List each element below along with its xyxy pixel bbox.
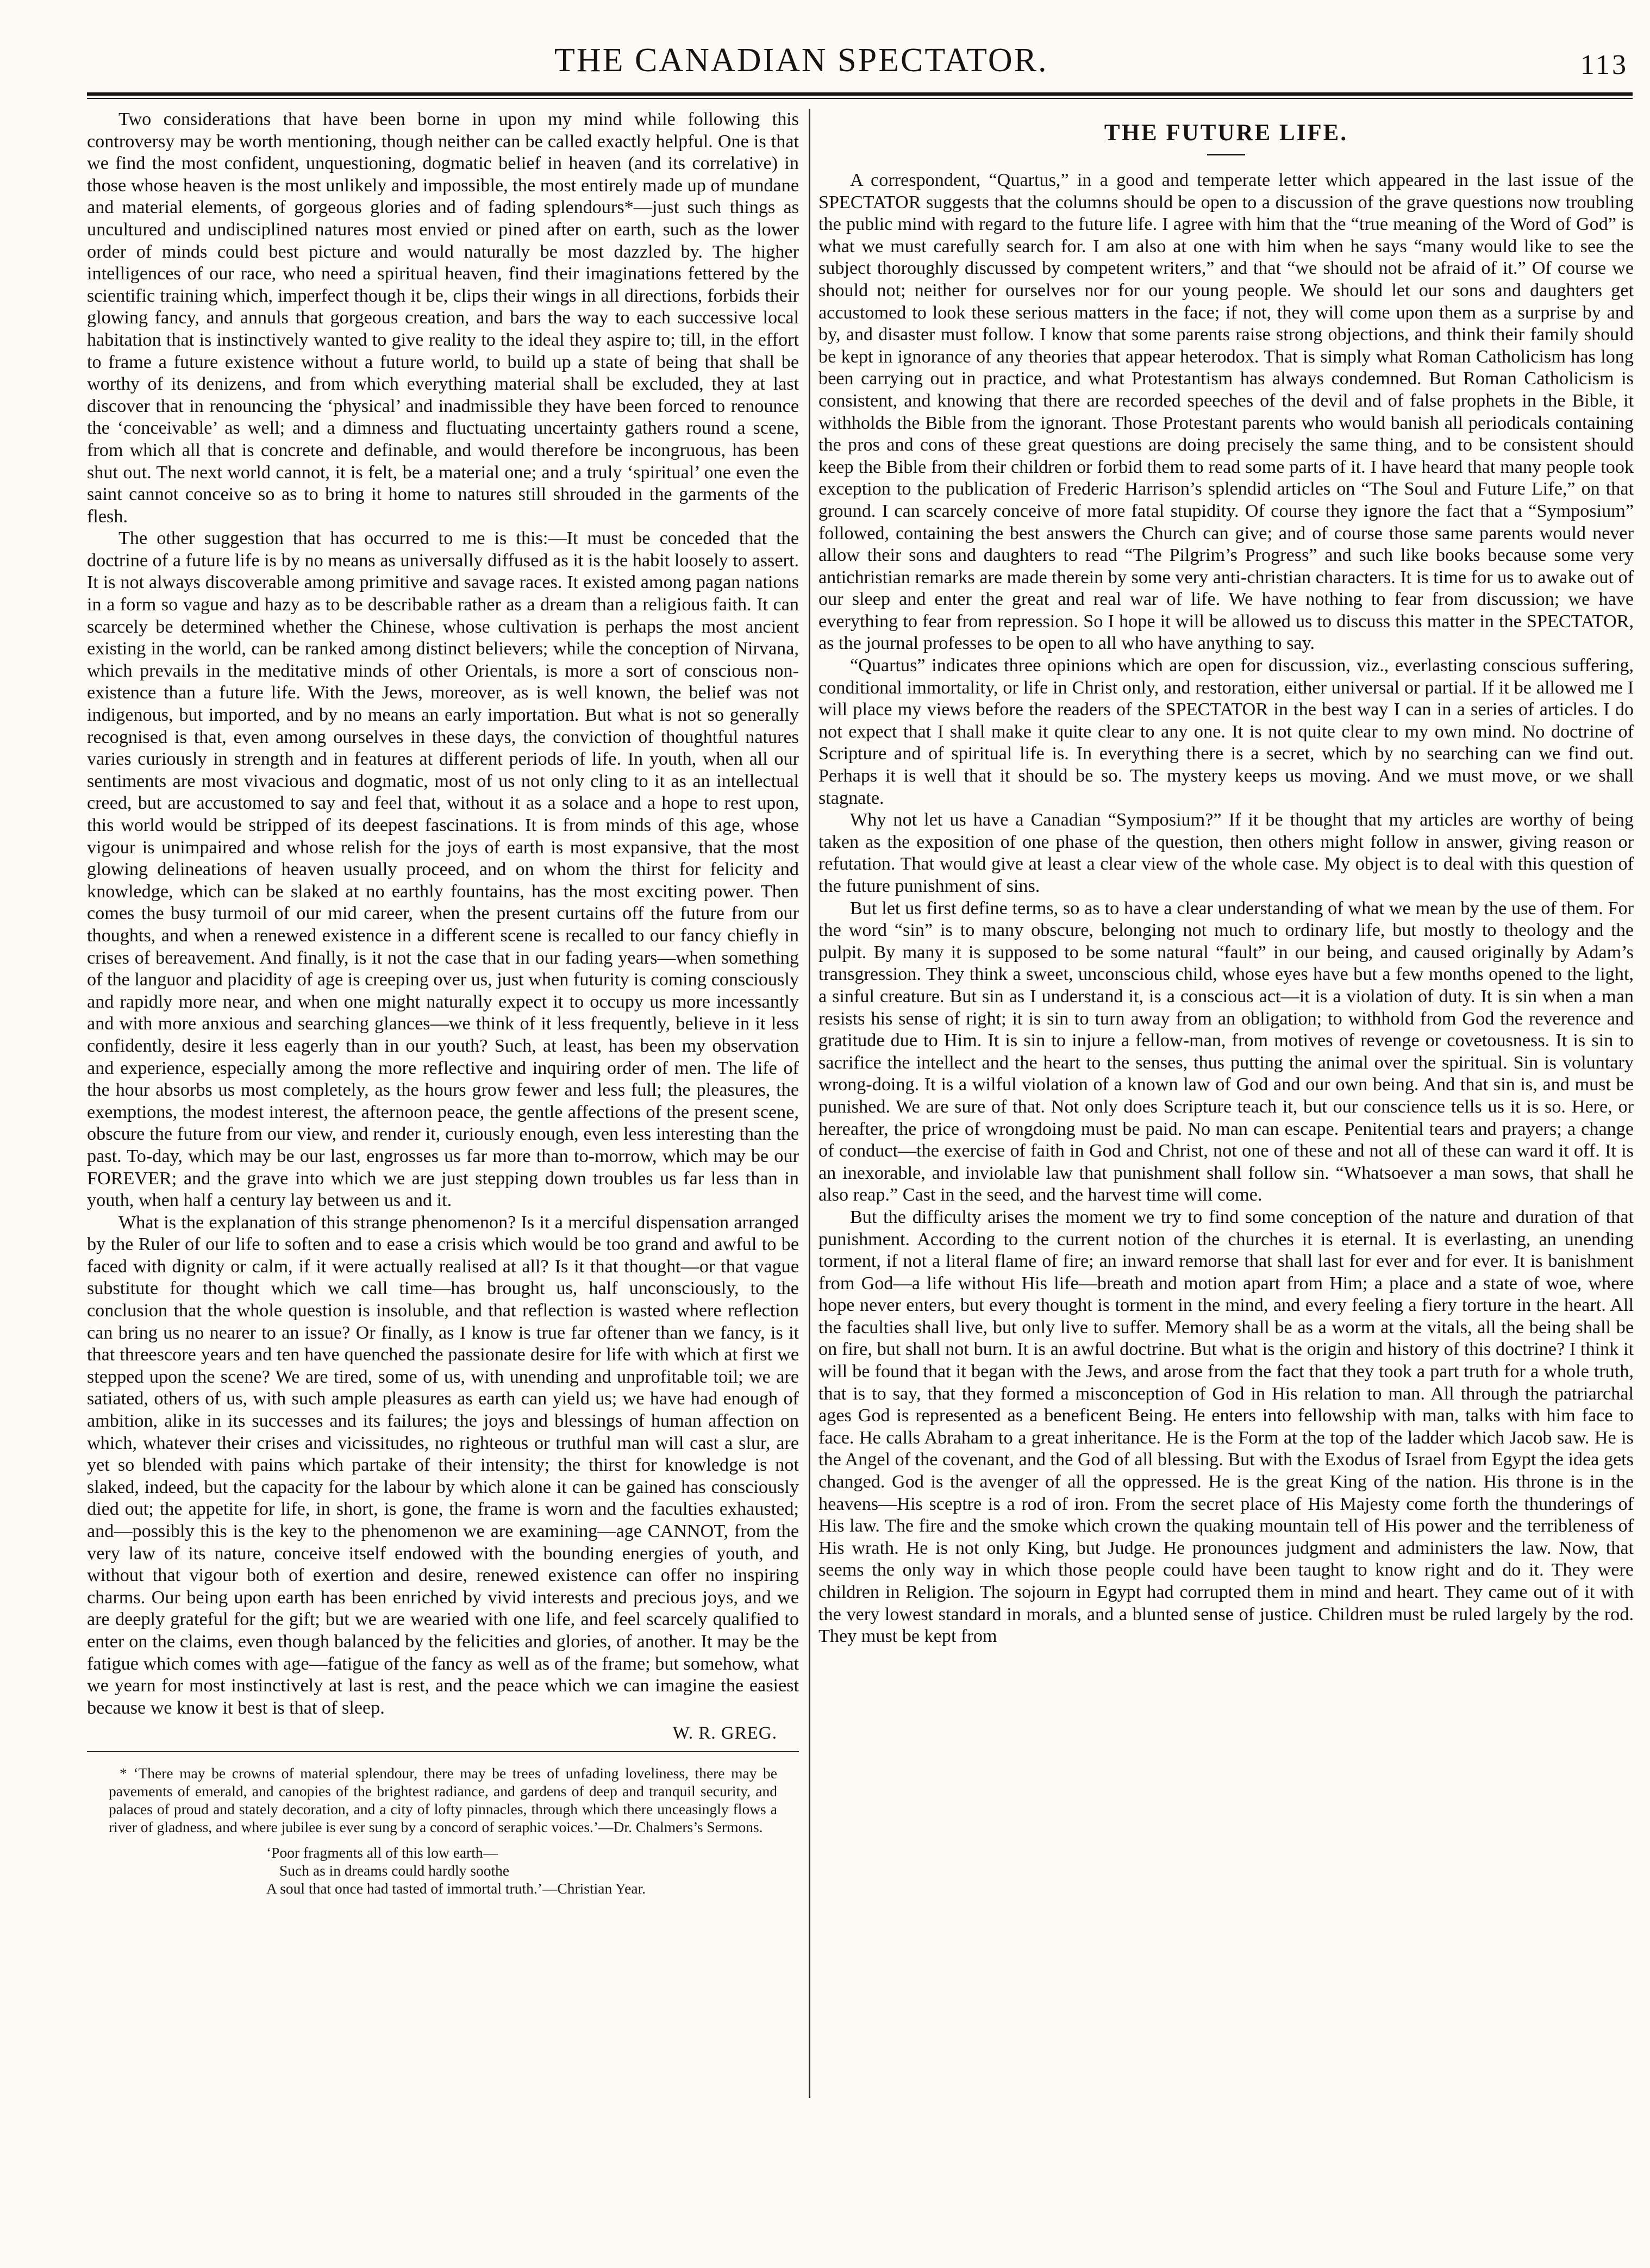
masthead-title: THE CANADIAN SPECTATOR. [554, 42, 1048, 79]
right-paragraph-4: But let us first define terms, so as to have a clear understanding of what we mean by the use of them. For the word “sin” is to many obscure, belonging not much to ordinary life, but mostly to theology and the pulpit. By many it is supposed to be some natural “fault” in our being, and caused originally by Adam’s transgression. They think a sweet, unconscious child, whose eyes have but a few months opened to the light, a sinful creature. But sin as I understand it, is a conscious act—it is a violation of duty. It is sin when a man resists his sense of right; it is sin to turn away from an obligation; to withhold from God the reverence and gratitude due to Him. It is sin to injure a fellow-man, from motives of revenge or covetousness. It is sin to sacrifice the intellect and the heart to the senses, thus putting the animal over the spiritual. Sin is voluntary wrong-doing. It is a wilful violation of a known law of God and our own being. And that sin is, and must be punished. We are sure of that. Not only does Scripture teach it, but our conscience tells us it is so. Here, or hereafter, the price of wrongdoing must be paid. No man can escape. Penitential tears and prayers; a change of conduct—the exercise of faith in God and Christ, not one of these and not all of these can ward it off. It is an inexorable, and inviolable law that punishment shall follow sin. “Whatsoever a man sows, that shall he also reap.” Cast in the seed, and the harvest time will come. [818, 898, 1634, 1205]
poem-quote [266, 1844, 799, 1897]
author-signature: W. R. GREG. [672, 1723, 777, 1744]
title-rule [1207, 154, 1245, 155]
poem-line-1: ‘Poor fragments all of this low earth— [266, 1844, 498, 1861]
left-paragraph-1: Two considerations that have been borne in upon my mind while following this controversy may be worth mentioning, though neither can be called exactly helpful. One is that we find the most confident, unquestioning, dogmatic belief in heaven (and its correlative) in those whose heaven is the most unlikely and impossible, the most entirely made up of mundane and material elements, of gorgeous glories and of fading splendours*—just such things as uncultured and undisciplined natures most envied or pined after on earth, such as the lower order of minds could best picture and would naturally be most dazzled by. The higher intelligences of our race, who need a spiritual heaven, find their imaginations fettered by the scientific training which, imperfect though it be, clips their wings in all directions, forbids their glowing fancy, and annuls that gorgeous creation, and bars the way to each successive local habitation that is instinctively wanted to give reality to the ideal they aspire to; till, in the effort to frame a future existence without a future world, to build up a state of being that shall be worthy of its denizens, and from which everything material shall be excluded, they at last discover that in renouncing the ‘physical’ and inadmissible they have been forced to renounce the ‘conceivable’ as well; and a dimness and fluctuating uncertainty gathers round a scene, from which all that is concrete and definable, and would therefore be incongruous, has been shut out. The next world cannot, it is felt, be a material one; and a truly ‘spiritual’ one even the saint cannot conceive so as to bring it home to natures still shrouded in the garments of the flesh. [87, 109, 799, 527]
right-paragraph-1: A correspondent, “Quartus,” in a good and temperate letter which appeared in the last issue of the SPECTATOR suggests that the columns should be open to a discussion of the grave questions now troubling the public mind with regard to the future life. I agree with him that the “true meaning of the Word of God” is what we must carefully search for. I am also at one with him when he says “many would like to see the subject thoroughly discussed by competent writers,” and that “we should not be afraid of it.” Of course we should not; neither for ourselves nor for our young people. We should let our sons and daughters get accustomed to look these serious matters in the face; if not, they will come upon them as a surprise by and by, and disaster must follow. I know that some parents raise strong objections, and think their family should be kept in ignorance of any theories that appear heterodox. That is simply what Roman Catholicism has long been carrying out in practice, and what Protestantism has always condemned. But Roman Catholicism is consistent, and knowing that there are recorded speeches of the devil and of false prophets in the Bible, it withholds the Bible from the ignorant. Those Protestant parents who would banish all periodicals containing the pros and cons of these great questions are doing precisely the same thing, and to be consistent should keep the Bible from their children or forbid them to read some parts of it. I have heard that many people took exception to the publication of Frederic Harrison’s splendid articles on “The Soul and Future Life,” on that ground. I can scarcely conceive of more fatal stupidity. Of course they ignore the fact that a “Symposium” followed, containing the best answers the Church can give; and of course those same parents would never allow their sons and daughters to read “The Pilgrim’s Progress” and such like books because some very antichristian remarks are made therein by some very anti-christian characters. It is time for us to awake out of our sleep and enter the great and real war of life. We have nothing to fear from discussion; we have everything to fear from repression. So I hope it will be allowed us to discuss this matter in the SPECTATOR, as the journal professes to be open to all who have anything to say. [818, 170, 1634, 654]
article-title: THE FUTURE LIFE. [1104, 120, 1348, 146]
poem-line-3: A soul that once had tasted of immortal truth.’—Christian Year. [266, 1880, 646, 1897]
left-paragraph-2: The other suggestion that has occurred to me is this:—It must be conceded that the doctrine of a future life is by no means as universally diffused as it is the habit loosely to assert. It is not always discoverable among primitive and savage races. It existed among pagan nations in a form so vague and hazy as to be describable rather as a dream than a religious faith. It can scarcely be determined whether the Chinese, whose cultivation is perhaps the most ancient existing in the world, can be ranked among distinct believers; while the conception of Nirvana, which prevails in the meditative minds of other Orientals, is more a sort of conscious non-existence than a future life. With the Jews, moreover, as is well known, the belief was not indigenous, but imported, and by no means an early importation. But what is not so generally recognised is that, even among ourselves in these days, the conviction of thoughtful natures varies curiously in strength and in features at different periods of life. In youth, when all our sentiments are most vivacious and dogmatic, most of us not only cling to it as an intellectual creed, but are accustomed to say and feel that, without it as a solace and a hope to rest upon, this world would be stripped of its deepest fascinations. It is from minds of this age, whose vigour is unimpaired and whose relish for the joys of earth is most expansive, that the most glowing delineations of heaven usually proceed, and on whom the thirst for felicity and knowledge, which can be slaked at no earthly fountains, has the most exciting power. Then comes the busy turmoil of our mid career, when the present curtains off the future from our thoughts, and when a renewed existence in a different scene is recalled to our fancy chiefly in crises of bereavement. And finally, is it not the case that in our fading years—when something of the languor and placidity of age is creeping over us, just when futurity is coming consciously and rapidly more near, and when one might naturally expect it to occupy us more incessantly and with more anxious and searching glances—we think of it less frequently, believe in it less confidently, desire it less eagerly than in our youth? Such, at least, has been my observation and experience, especially among the more reflective and inquiring order of men. The life of the hour absorbs us most completely, as the hours grow fewer and less full; the pleasures, the exemptions, the modest interest, the afternoon peace, the gentle affections of the present scene, obscure the future from our view, and render it, curiously enough, even less interesting than the past. To-day, which may be our last, engrosses us far more than to-morrow, which may be our FOREVER; and the grave into which we are just stepping down troubles us far less than in youth, when half a century lay between us and it. [87, 528, 799, 1211]
poem-line-2: Such as in dreams could hardly soothe [279, 1862, 510, 1879]
right-paragraph-2: “Quartus” indicates three opinions which are open for discussion, viz., everlasting conscious suffering, conditional immortality, or life in Christ only, and restoration, either universal or partial. If it be allowed me I will place my views before the readers of the SPECTATOR in the best way I can in a series of articles. I do not expect that I shall make it quite clear to any one. It is not quite clear to my own mind. No doctrine of Scripture and of spiritual life is. In everything there is a secret, which by no searching can we find out. Perhaps it is well that it should be so. The mystery keeps us moving. And we must move, or we shall stagnate. [818, 655, 1634, 808]
column-divider [809, 109, 810, 2098]
header-rule-thin [87, 98, 1633, 99]
page-number: 113 [1580, 49, 1628, 80]
right-paragraph-3: Why not let us have a Canadian “Symposium?” If it be thought that my articles are worthy of being taken as the exposition of one phase of the question, then others might follow in answer, giving reason or refutation. That would give at least a clear view of the whole case. My object is to deal with this question of the future punishment of sins. [818, 810, 1634, 896]
footnote-separator [87, 1751, 799, 1752]
left-column [87, 109, 799, 2217]
footnote: * ‘There may be crowns of material splendour, there may be trees of unfading loveliness, there may be pavements of emerald, and canopies of the brightest radiance, and gardens of deep and tranquil security, and palaces of proud and stately decoration, and a city of lofty pinnacles, through which there unceasingly flows a river of gladness, and where jubilee is ever sung by a concord of seraphic voices.’—Dr. Chalmers’s Sermons. [109, 1765, 777, 1836]
left-paragraph-3: What is the explanation of this strange phenomenon? Is it a merciful dispensation arranged by the Ruler of our life to soften and to ease a crisis which would be too grand and awful to be faced with dignity or calm, if it were actually realised at all? Is it that thought—or that vague substitute for thought which we call time—has brought us, half unconsciously, to the conclusion that the whole question is insoluble, and that reflection is wasted where reflection can bring us no nearer to an issue? Or finally, as I know is true far oftener than we fancy, is it that threescore years and ten have quenched the passionate desire for life with which at first we stepped upon the scene? We are tired, some of us, with unending and unprofitable toil; we are satiated, others of us, with such ample pleasures as earth can yield us; we have had enough of ambition, alike in its successes and its failures; the joys and blessings of human affection on which, whatever their crises and vicissitudes, no righteous or truthful man will cast a slur, are yet so blended with pains which partake of their intensity; the thirst for knowledge is not slaked, indeed, but the capacity for the labour by which alone it can be gained has consciously died out; the appetite for life, in short, is gone, the frame is worn and the faculties exhausted; and—possibly this is the key to the phenomenon we are examining—age CANNOT, from the very law of its nature, conceive itself endowed with the bounding energies of youth, and without that vigour both of exertion and desire, renewed existence can offer no inspiring charms. Our being upon earth has been enriched by vivid interests and precious joys, and we are deeply grateful for the gift; but we are wearied with one life, and feel scarcely qualified to enter on the claims, even though balanced by the felicities and glories, of another. It may be the fatigue which comes with age—fatigue of the fancy as well as of the frame; but somehow, what we yearn for most instinctively at last is rest, and the peace which we can imagine the easiest because we know it best is that of sleep. [87, 1212, 799, 1718]
right-column [818, 109, 1634, 2217]
right-paragraph-5: But the difficulty arises the moment we try to find some conception of the nature and duration of that punishment. According to the current notion of the churches it is eternal. It is everlasting, an unending torment, if not a literal flame of fire; an inward remorse that shall last for ever and for ever. It is banishment from God—a life without His life—breath and motion apart from Him; a place and a state of woe, where hope never enters, but every thought is torment in the mind, and every feeling a fiery torture in the heart. All the faculties shall live, but only live to suffer. Memory shall be as a worm at the vitals, all the being shall be on fire, but shall not burn. It is an awful doctrine. But what is the origin and history of this doctrine? I think it will be found that it began with the Jews, and arose from the fact that they took a part truth for a whole truth, that is to say, that they formed a misconception of God in His relation to man. All through the patriarchal ages God is represented as a beneficent Being. He enters into fellowship with man, talks with him face to face. He calls Abraham to a great inheritance. He is the Form at the top of the ladder which Jacob saw. He is the Angel of the covenant, and the God of all blessing. But with the Exodus of Israel from Egypt the idea gets changed. God is the avenger of all the oppressed. He is the great King of the nation. His throne is in the heavens—His sceptre is a rod of iron. From the secret place of His Majesty come forth the thunderings of His law. The fire and the smoke which crown the quaking mountain tell of His power and the terribleness of His wrath. He is not only King, but Judge. He pronounces judgment and administers the law. Now, that seems the only way in which those people could have been taught to know right and do it. They were children in Religion. The sojourn in Egypt had corrupted them in mind and heart. They came out of it with the very lowest standard in morals, and a blunted sense of justice. Children must be ruled largely by the rod. They must be kept from [818, 1207, 1634, 1647]
page-header [0, 0, 1650, 98]
header-rule-thick [87, 92, 1633, 96]
